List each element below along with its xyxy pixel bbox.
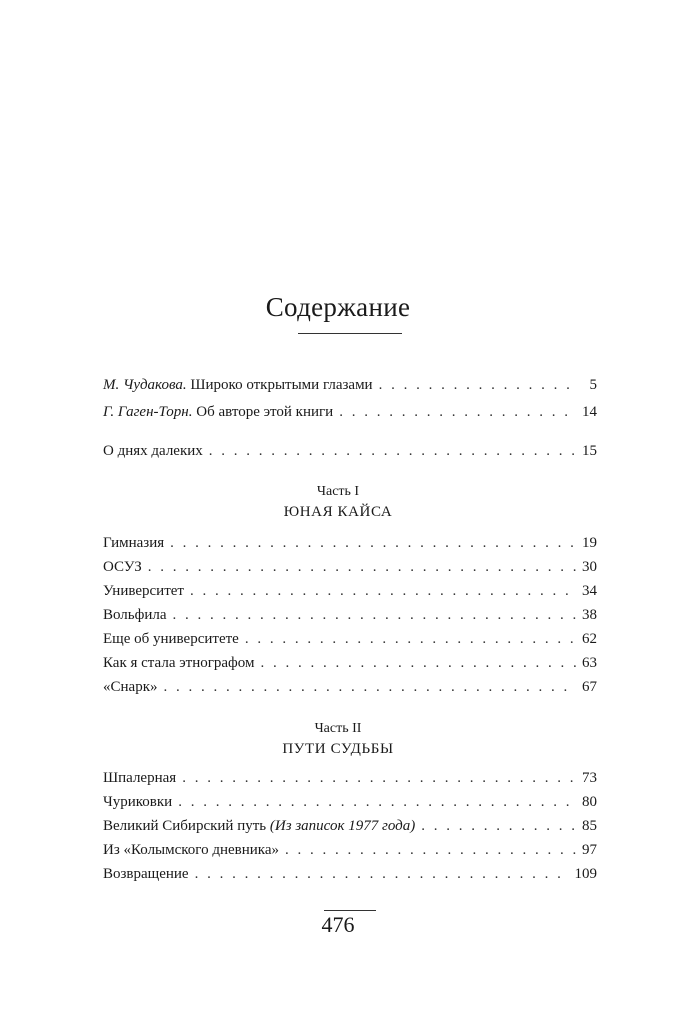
dot-leader: [261, 655, 577, 672]
page-title: Содержание: [265, 292, 411, 322]
toc-entry-title: «Снарк»: [103, 679, 158, 695]
folio-rule: [324, 910, 376, 911]
toc-entry-title: Чуриковки: [103, 794, 173, 810]
toc-entry-title: Еще об университете: [103, 631, 239, 647]
toc-entry-page: 5: [589, 377, 597, 393]
toc-entry-page: 15: [582, 443, 597, 459]
toc-entry-page: 109: [574, 866, 597, 882]
toc-entry[interactable]: [103, 679, 597, 701]
toc-entry-title: Как я стала этнографом: [103, 655, 255, 671]
toc-entry[interactable]: [103, 866, 597, 888]
toc-entry-page: 97: [582, 842, 597, 858]
toc-entry-page: 85: [582, 818, 597, 834]
toc-entry[interactable]: [103, 794, 597, 816]
toc-entry[interactable]: [103, 559, 597, 581]
toc-entry-note: (Из записок 1977 года): [269, 818, 416, 834]
toc-entry-title: ОСУЗ: [103, 559, 142, 575]
toc-entry-title: Вольфила: [103, 607, 167, 623]
toc-entry[interactable]: [103, 655, 597, 677]
title-rule: [298, 333, 402, 334]
toc-entry-title: Об авторе этой книги: [192, 404, 334, 420]
part-name: ПУТИ СУДЬБЫ: [282, 741, 394, 757]
toc-entry-title: О днях далеких: [103, 443, 203, 459]
toc-entry[interactable]: [103, 583, 597, 605]
toc-entry-page: 34: [582, 583, 597, 599]
dot-leader: [148, 559, 576, 576]
dot-leader: [209, 443, 576, 460]
dot-leader: [178, 794, 576, 811]
toc-entry-page: 30: [582, 559, 597, 575]
toc-entry-title: Великий Сибирский путь: [103, 818, 270, 834]
toc-entry-page: 63: [582, 655, 597, 671]
toc-entry[interactable]: [103, 842, 597, 864]
toc-entry[interactable]: [103, 443, 597, 465]
dot-leader: [421, 818, 576, 835]
toc-entry-title: Университет: [103, 583, 184, 599]
toc-entry-author: Г. Гаген-Торн.: [103, 404, 193, 420]
toc-entry[interactable]: [103, 404, 597, 426]
toc-entry[interactable]: [103, 535, 597, 557]
dot-leader: [170, 535, 576, 552]
toc-entry-title: Широко открытыми глазами: [186, 377, 373, 393]
toc-entry-page: 67: [582, 679, 597, 695]
toc-entry[interactable]: [103, 607, 597, 629]
toc-entry-label: [103, 377, 373, 394]
toc-entry-page: 80: [582, 794, 597, 810]
toc-entry-title: Шпалерная: [103, 770, 177, 786]
toc-entry-label: [103, 404, 333, 421]
toc-entry-title: Гимназия: [103, 535, 165, 551]
part-heading: [0, 484, 676, 521]
dot-leader: [182, 770, 576, 787]
toc-entry[interactable]: [103, 818, 597, 840]
toc-entry-page: 62: [582, 631, 597, 647]
toc-entry-title: Возвращение: [103, 866, 189, 882]
part-number: Часть I: [316, 484, 360, 499]
dot-leader: [379, 377, 577, 394]
dot-leader: [163, 679, 576, 696]
part-heading: [0, 721, 676, 758]
part-name: ЮНАЯ КАЙСА: [283, 504, 393, 520]
dot-leader: [195, 866, 569, 883]
toc-entry-page: 14: [582, 404, 597, 420]
toc-entry-label: [103, 818, 415, 835]
dot-leader: [190, 583, 576, 600]
dot-leader: [285, 842, 576, 859]
dot-leader: [339, 404, 576, 421]
dot-leader: [245, 631, 576, 648]
page-number: 476: [321, 912, 355, 937]
toc-entry-page: 73: [582, 770, 597, 786]
toc-entry-page: 38: [582, 607, 597, 623]
toc-entry-author: М. Чудакова.: [103, 377, 187, 393]
toc-entry[interactable]: [103, 377, 597, 399]
part-number: Часть II: [314, 721, 362, 736]
dot-leader: [173, 607, 576, 624]
toc-entry[interactable]: [103, 631, 597, 653]
toc-entry[interactable]: [103, 770, 597, 792]
toc-entry-page: 19: [582, 535, 597, 551]
toc-entry-title: Из «Колымского дневника»: [103, 842, 280, 858]
